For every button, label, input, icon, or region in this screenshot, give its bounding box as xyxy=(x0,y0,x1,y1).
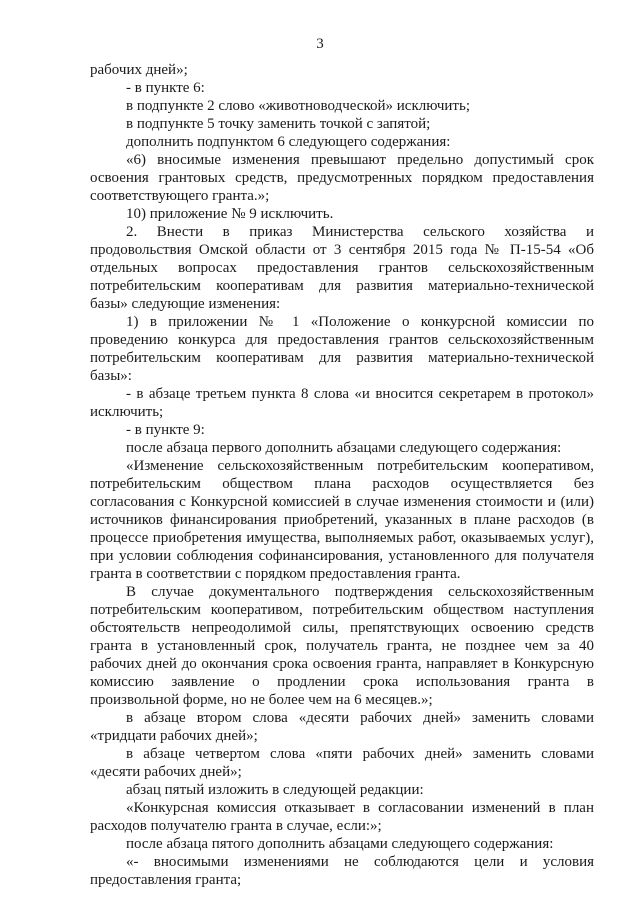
text-line: после абзаца первого дополнить абзацами следующего содержания: xyxy=(126,440,562,456)
text-line: произвольной форме, но не более чем на 6 месяцев.»; xyxy=(90,692,433,708)
text-line: после абзаца пятого дополнить абзацами следующего содержания: xyxy=(126,836,554,852)
text-line: абзац пятый изложить в следующей редакции: xyxy=(126,782,424,798)
text-line: «десяти рабочих дней»; xyxy=(90,764,242,780)
text-line: «Конкурсная комиссия отказывает в согласовании изменений в план xyxy=(126,800,594,816)
text-line: - в абзаце третьем пункта 8 слова «и вносится секретарем в протокол» xyxy=(126,386,594,402)
text-line: В случае документального подтверждения сельскохозяйственным xyxy=(126,584,594,600)
text-line: гранта в соответствии с порядком предоставления гранта. xyxy=(90,566,461,582)
text-line: «6) вносимые изменения превышают предельно допустимый срок xyxy=(126,152,594,168)
text-line: «тридцати рабочих дней»; xyxy=(90,728,258,744)
text-line: комиссию заявление о продлении срока использования гранта в xyxy=(90,674,594,690)
text-line: 1) в приложении № 1 «Положение о конкурсной комиссии по xyxy=(126,314,594,330)
text-line: потребительским обществом плана расходов осуществляется без xyxy=(90,476,594,492)
text-line: рабочих дней»; xyxy=(90,62,188,78)
text-line: потребительским кооперативам для развития материально-технической xyxy=(90,350,594,366)
text-line: проведению конкурса для предоставления грантов сельскохозяйственным xyxy=(90,332,594,348)
text-line: при условии соблюдения софинансирования, установленного для получателя xyxy=(90,548,594,564)
text-line: обстоятельств непреодолимой силы, препятствующих освоению средств xyxy=(90,620,594,636)
text-line: отдельных вопросах предоставления грантов сельскохозяйственным xyxy=(90,260,594,276)
text-line: потребительским кооперативом, потребительским обществом наступления xyxy=(90,602,594,618)
text-line: - в пункте 6: xyxy=(126,80,205,96)
text-line: исключить; xyxy=(90,404,164,420)
text-line: в абзаце втором слова «десяти рабочих дней» заменить словами xyxy=(126,710,594,726)
text-line: в подпункте 5 точку заменить точкой с запятой; xyxy=(126,116,431,132)
text-line: предоставления гранта; xyxy=(90,872,242,888)
text-line: гранта в установленный срок, получатель гранта, не позднее чем за 40 xyxy=(90,638,594,654)
text-line: в абзаце четвертом слова «пяти рабочих дней» заменить словами xyxy=(126,746,594,762)
text-line: «Изменение сельскохозяйственным потребительским кооперативом, xyxy=(126,458,594,474)
text-line: дополнить подпунктом 6 следующего содержания: xyxy=(126,134,451,150)
text-line: продовольствия Омской области от 3 сентября 2015 года № П-15-54 «Об xyxy=(90,242,594,258)
text-line: освоения грантовых средств, предусмотренных порядком предоставления xyxy=(90,170,594,186)
text-line: базы»: xyxy=(90,368,132,384)
text-line: - в пункте 9: xyxy=(126,422,205,438)
text-line: расходов получателю гранта в случае, если:»; xyxy=(90,818,382,834)
text-line: соответствующего гранта.»; xyxy=(90,188,270,204)
text-line: 10) приложение № 9 исключить. xyxy=(126,206,334,222)
text-line: в подпункте 2 слово «животноводческой» исключить; xyxy=(126,98,470,114)
text-line: «- вносимыми изменениями не соблюдаются цели и условия xyxy=(126,854,594,870)
text-line: потребительским кооперативам для развития материально-технической xyxy=(90,278,594,294)
text-line: рабочих дней до окончания срока освоения гранта, направляет в Конкурсную xyxy=(90,656,594,672)
text-line: базы» следующие изменения: xyxy=(90,296,281,312)
text-line: источников финансирования приобретений, указанных в плане расходов (в xyxy=(90,512,594,528)
text-line: согласования с Конкурсной комиссией в случае изменения стоимости и (или) xyxy=(90,494,594,510)
text-line: 2. Внести в приказ Министерства сельского хозяйства и xyxy=(126,224,594,240)
page-number: 3 xyxy=(316,36,324,52)
text-line: процессе приобретения имущества, выполняемых работ, оказываемых услуг), xyxy=(90,530,594,546)
